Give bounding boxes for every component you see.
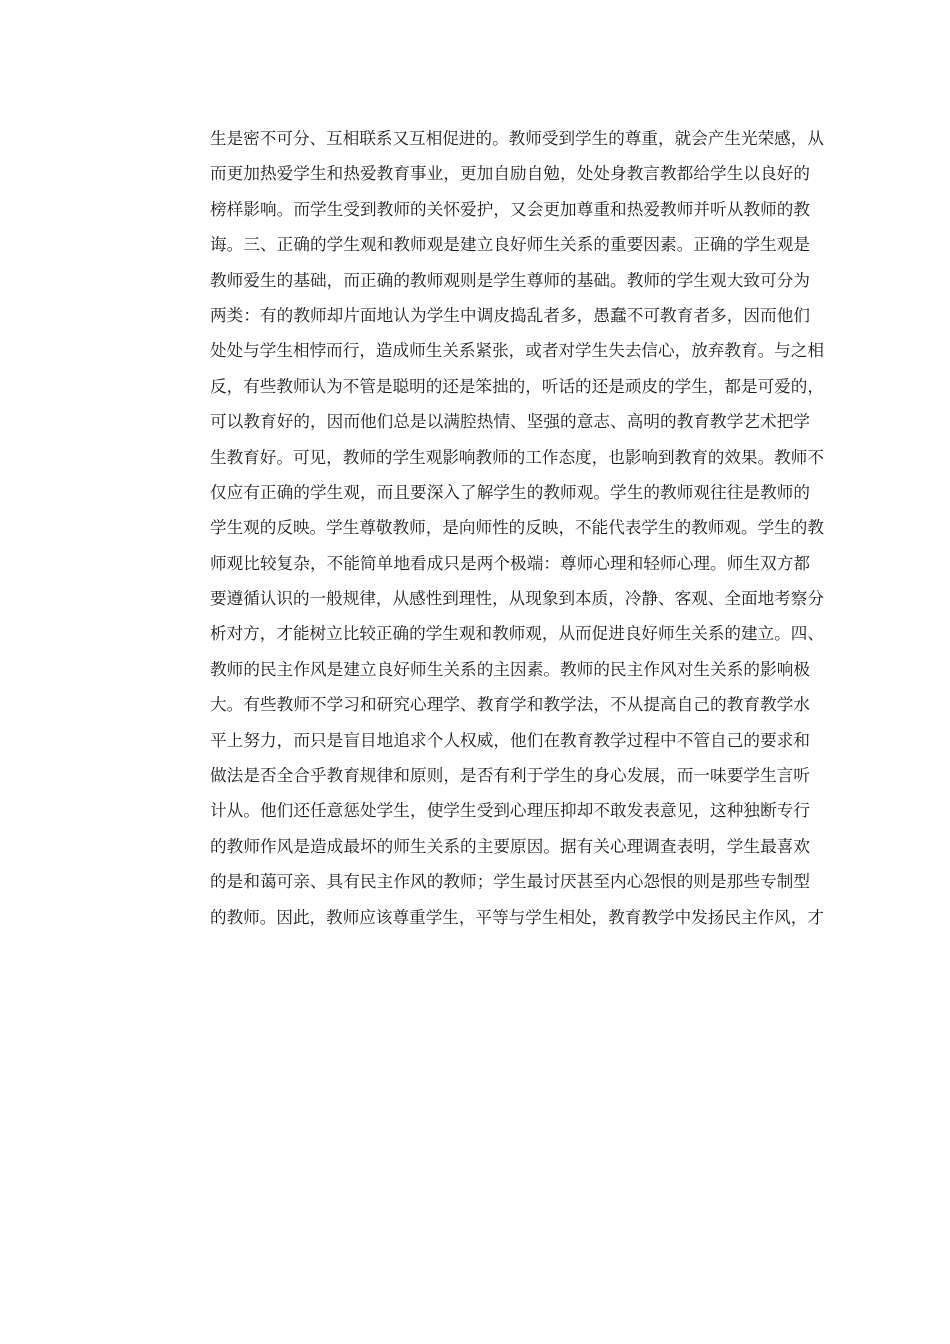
text-line: 做法是否全合乎教育规律和原则，是否有利于学生的身心发展，而一味要学生言听	[210, 766, 810, 786]
text-line: 计从。他们还任意惩处学生，使学生受到心理压抑却不敢发表意见，这种独断专行	[210, 801, 810, 821]
body-text	[210, 121, 824, 935]
text-line: 的教师作风是造成最坏的师生关系的主要原因。据有关心理调查表明，学生最喜欢	[210, 836, 810, 856]
text-line: 榜样影响。而学生受到教师的关怀爱护，又会更加尊重和热爱教师并听从教师的教	[210, 199, 810, 219]
text-line: 师观比较复杂，不能简单地看成只是两个极端：尊师心理和轻师心理。师生双方都	[210, 553, 810, 573]
text-line: 仅应有正确的学生观，而且要深入了解学生的教师观。学生的教师观往往是教师的	[210, 482, 810, 502]
text-line: 生教育好。可见，教师的学生观影响教师的工作态度，也影响到教育的效果。教师不	[210, 447, 824, 467]
text-line: 教师的民主作风是建立良好师生关系的主因素。教师的民主作风对生关系的影响极	[210, 659, 810, 679]
text-line: 的是和蔼可亲、具有民主作风的教师；学生最讨厌甚至内心怨恨的则是那些专制型	[210, 872, 810, 892]
text-line: 的教师。因此，教师应该尊重学生，平等与学生相处，教育教学中发扬民主作风，才	[210, 907, 824, 927]
text-line: 处处与学生相悖而行，造成师生关系紧张，或者对学生失去信心，放弃教育。与之相	[210, 341, 824, 361]
text-line: 教师爱生的基础，而正确的教师观则是学生尊师的基础。教师的学生观大致可分为	[210, 270, 810, 290]
text-line: 平上努力，而只是盲目地追求个人权威，他们在教育教学过程中不管自己的要求和	[210, 730, 810, 750]
text-line: 学生观的反映。学生尊敬教师，是向师性的反映，不能代表学生的教师观。学生的教	[210, 518, 824, 538]
text-line: 诲。三、正确的学生观和教师观是建立良好师生关系的重要因素。正确的学生观是	[210, 235, 810, 255]
text-line: 而更加热爱学生和热爱教育事业，更加自励自勉，处处身教言教都给学生以良好的	[210, 164, 810, 184]
text-line: 反，有些教师认为不管是聪明的还是笨拙的，听话的还是顽皮的学生，都是可爱的，	[210, 376, 824, 396]
text-line: 要遵循认识的一般规律，从感性到理性，从现象到本质，冷静、客观、全面地考察分	[210, 589, 824, 609]
text-line: 析对方，才能树立比较正确的学生观和教师观，从而促进良好师生关系的建立。四、	[210, 624, 824, 644]
text-line: 可以教育好的，因而他们总是以满腔热情、坚强的意志、高明的教育教学艺术把学	[210, 412, 810, 432]
text-line: 两类：有的教师却片面地认为学生中调皮捣乱者多，愚蠢不可教育者多，因而他们	[210, 305, 810, 325]
text-line: 大。有些教师不学习和研究心理学、教育学和教学法，不从提高自己的教育教学水	[210, 695, 810, 715]
text-line: 生是密不可分、互相联系又互相促进的。教师受到学生的尊重，就会产生光荣感，从	[210, 129, 824, 148]
